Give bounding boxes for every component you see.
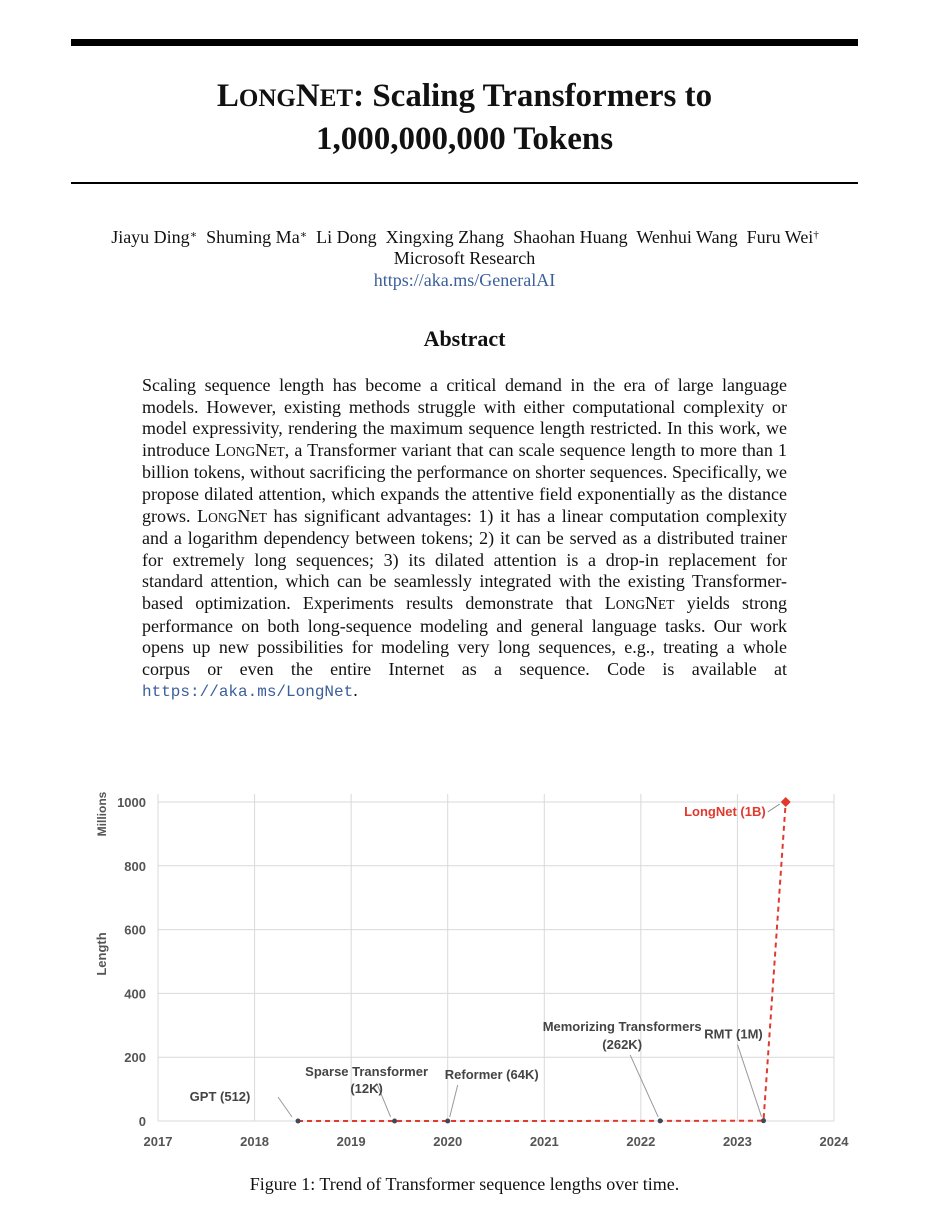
x-tick-label: 2019: [336, 1134, 366, 1149]
data-label: (12K): [350, 1080, 383, 1096]
y-tick-label: 800: [124, 858, 146, 874]
y-tick-label: 0: [138, 1114, 146, 1129]
label-leader: [278, 1097, 292, 1117]
label-leader: [738, 1045, 762, 1117]
abstract-body: Scaling sequence length has become a critical demand in the era of large language models. However, existing methods struggle with either computational complexity or model expressivity, rendering the maximum sequence length restricted. In this work, we introduce LONGNET, a Transformer variant that can scale sequence length to more than 1 billion tokens, without sacrificing the performance on shorter sequences. Specifically, we propose dilated attention, which expands the attentive field exponentially as the distance grows. LONGNET has significant advantages: 1) it has a linear computation complexity and a logarithm dependency between tokens; 2) it can be served as a distributed trainer for extremely long sequences; 3) its dilated attention is a drop-in replacement for standard attention, which can be seamlessly integrated with the existing Transformer-based optimization. Experiments results demonstrate that LONGNET yields strong performance on both long-sequence modeling and general language tasks. Our work opens up new possibilities for modeling very long sequences, e.g., treating a whole corpus or even the entire Internet as a sequence. Code is available at https://aka.ms/LongNet.: [142, 375, 788, 702]
data-label: (262K): [602, 1036, 643, 1052]
data-point-marker: [781, 797, 791, 807]
author: Xingxing Zhang: [385, 227, 505, 247]
title-rule: [71, 182, 858, 184]
data-point-marker: [658, 1118, 663, 1123]
x-tick-label: 2018: [240, 1134, 270, 1149]
longnet-name: LONGNET: [215, 439, 285, 460]
project-link[interactable]: https://aka.ms/GeneralAI: [373, 270, 556, 290]
x-tick-label: 2024: [819, 1134, 849, 1149]
author: Li Dong: [316, 227, 377, 247]
x-tick-label: 2021: [529, 1134, 559, 1149]
y-tick-label: 400: [124, 986, 146, 1002]
affiliation: Microsoft Research: [393, 248, 536, 268]
x-tick-label: 2023: [722, 1134, 752, 1149]
data-point-marker: [392, 1118, 397, 1123]
author: Jiayu Ding∗: [111, 227, 198, 247]
label-leader: [630, 1055, 658, 1117]
title-line-2: 1,000,000,000 Tokens: [315, 121, 614, 157]
label-leader: [450, 1085, 458, 1117]
author: Wenhui Wang: [636, 227, 738, 247]
y-tick-label: 1000: [117, 795, 146, 810]
data-point-marker: [761, 1118, 766, 1123]
data-label: Memorizing Transformers: [542, 1018, 702, 1034]
code-link[interactable]: https://aka.ms/LongNet: [142, 683, 354, 702]
data-label: RMT (1M): [704, 1026, 763, 1042]
y-tick-label: 600: [124, 922, 146, 938]
y-tick-label: 200: [124, 1050, 146, 1066]
longnet-name: LONGNET: [604, 592, 675, 613]
data-point-marker: [296, 1118, 301, 1123]
data-label: Sparse Transformer: [305, 1063, 429, 1079]
x-tick-label: 2022: [626, 1134, 656, 1149]
y-axis-unit-label: Millions: [95, 791, 109, 837]
author-list: [40, 227, 890, 248]
abstract-heading: Abstract: [423, 326, 506, 351]
label-leader: [768, 804, 780, 812]
data-label: LongNet (1B): [684, 804, 766, 819]
paper-title: [71, 76, 858, 160]
author: Shaohan Huang: [513, 227, 628, 247]
sequence-length-chart: [92, 780, 852, 1160]
longnet-name: LONGNET: [197, 505, 267, 526]
top-rule: [71, 39, 858, 46]
author: Shuming Ma∗: [206, 227, 308, 247]
data-point-marker: [445, 1118, 450, 1123]
data-label: GPT (512): [189, 1088, 251, 1104]
title-line-1: LONGNET: Scaling Transformers to: [216, 78, 713, 114]
figure-caption: Figure 1: Trend of Transformer sequence lengths over time.: [249, 1174, 680, 1194]
data-label: Reformer (64K): [444, 1066, 539, 1082]
x-tick-label: 2017: [143, 1134, 173, 1149]
x-tick-label: 2020: [433, 1134, 463, 1149]
y-axis-label: Length: [94, 932, 109, 976]
author: Furu Wei†: [746, 227, 819, 247]
